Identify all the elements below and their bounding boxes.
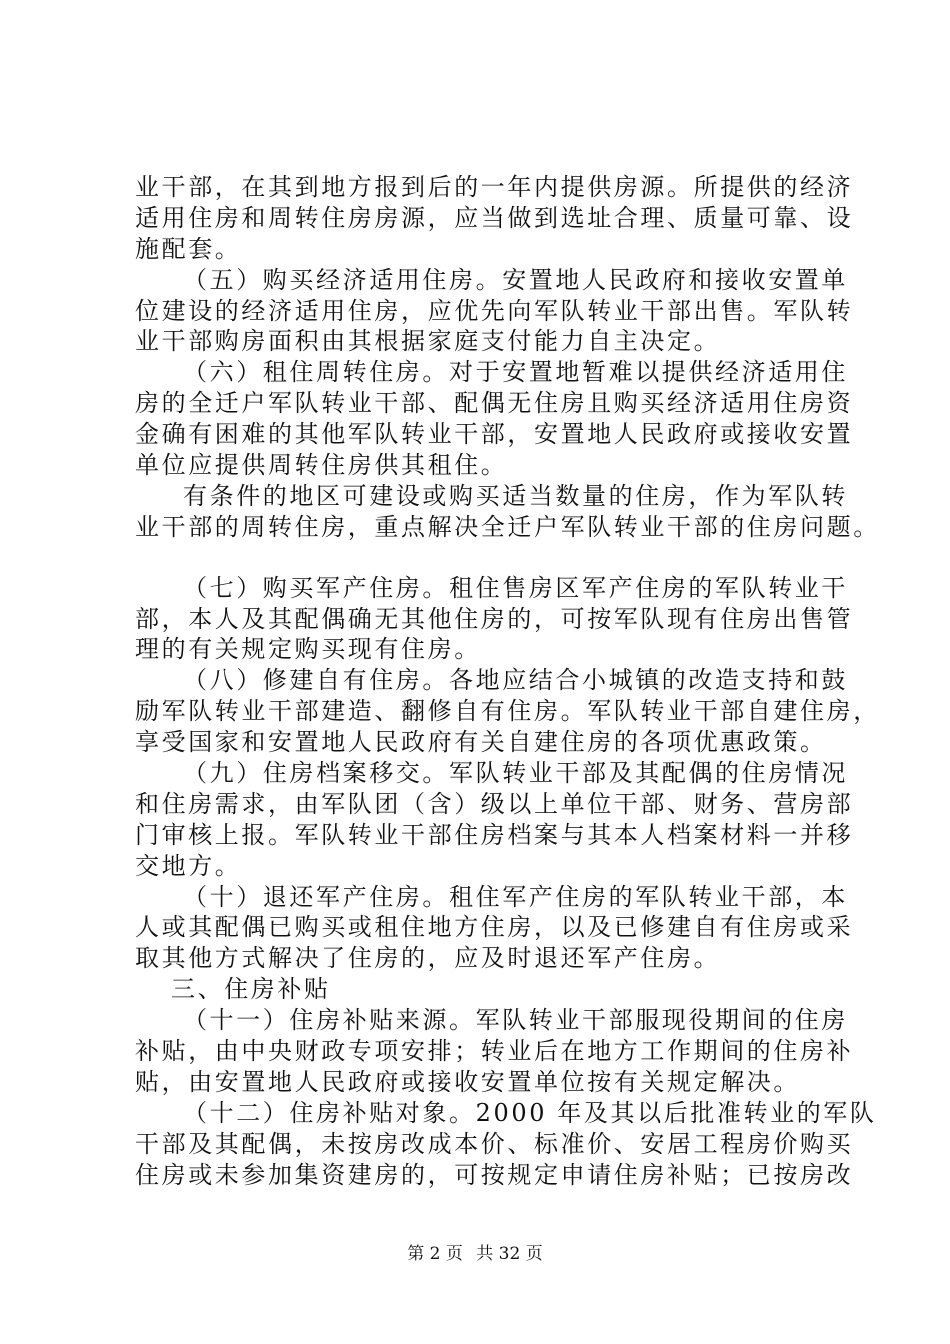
text-line: 住房或未参加集资建房的，可按规定申请住房补贴；已按房改 <box>135 1160 854 1189</box>
paragraph-first-line: 有条件的地区可建设或购买适当数量的住房，作为军队转 <box>183 481 848 510</box>
text-line: 门审核上报。军队转业干部住房档案与其本人档案材料一并移 <box>135 820 854 849</box>
text-line: 取其他方式解决了住房的，应及时退还军产住房。 <box>135 944 721 973</box>
text-line: 补贴，由中央财政专项安排；转业后在地方工作期间的住房补 <box>135 1037 854 1066</box>
paragraph-item-10-first-line: （十）退还军产住房。租住军产住房的军队转业干部，本 <box>183 882 848 911</box>
document-body <box>135 172 880 1191</box>
page-number: 第 2 页 <box>407 1244 463 1264</box>
text-line: 适用住房和周转住房房源，应当做到选址合理、质量可靠、设 <box>135 203 854 232</box>
text-line: 金确有困难的其他军队转业干部，安置地人民政府或接收安置 <box>135 420 854 449</box>
text-line: 房的全迁户军队转业干部、配偶无住房且购买经济适用住房资 <box>135 389 854 418</box>
paragraph-item-6-first-line: （六）租住周转住房。对于安置地暂难以提供经济适用住 <box>183 358 848 387</box>
text-line: 享受国家和安置地人民政府有关自建住房的各项优惠政策。 <box>135 728 827 757</box>
paragraph-gap <box>135 543 855 573</box>
text-line: 业干部的周转住房，重点解决全迁户军队转业干部的住房问题。 <box>135 512 880 541</box>
text-line: 部，本人及其配偶确无其他住房的，可按军队现有住房出售管 <box>135 604 854 633</box>
text-line: 干部及其配偶，未按房改成本价、标准价、安居工程房价购买 <box>135 1129 854 1158</box>
section-heading: 三、住房补贴 <box>171 975 331 1004</box>
paragraph-item-9-first-line: （九）住房档案移交。军队转业干部及其配偶的住房情况 <box>183 759 848 788</box>
paragraph-item-7-first-line: （七）购买军产住房。租住售房区军产住房的军队转业干 <box>183 573 848 602</box>
text-line: 贴，由安置地人民政府或接收安置单位按有关规定解决。 <box>135 1067 800 1096</box>
text-line: 位建设的经济适用住房，应优先向军队转业干部出售。军队转 <box>135 296 854 325</box>
text-line: 和住房需求，由军队团（含）级以上单位干部、财务、营房部 <box>135 789 854 818</box>
paragraph-item-11-first-line: （十一）住房补贴来源。军队转业干部服现役期间的住房 <box>183 1006 848 1035</box>
paragraph-item-12-first-line: （十二）住房补贴对象。2000 年及其以后批准转业的军队 <box>183 1098 877 1127</box>
text-line: 业干部，在其到地方报到后的一年内提供房源。所提供的经济 <box>135 173 854 201</box>
paragraph-item-8-first-line: （八）修建自有住房。各地应结合小城镇的改造支持和鼓 <box>183 666 848 695</box>
text-line: 施配套。 <box>135 234 242 263</box>
text-line: 交地方。 <box>135 851 242 880</box>
text-line: 业干部购房面积由其根据家庭支付能力自主决定。 <box>135 327 721 356</box>
text-line: 励军队转业干部建造、翻修自有住房。军队转业干部自建住房， <box>135 697 880 726</box>
paragraph-item-5-first-line: （五）购买经济适用住房。安置地人民政府和接收安置单 <box>183 265 848 294</box>
text-line: 单位应提供周转住房供其租住。 <box>135 451 508 480</box>
page-footer <box>0 1244 950 1264</box>
page-total: 共 32 页 <box>476 1244 543 1264</box>
text-line: 理的有关规定购买现有住房。 <box>135 635 481 664</box>
text-line: 人或其配偶已购买或租住地方住房，以及已修建自有住房或采 <box>135 913 854 942</box>
